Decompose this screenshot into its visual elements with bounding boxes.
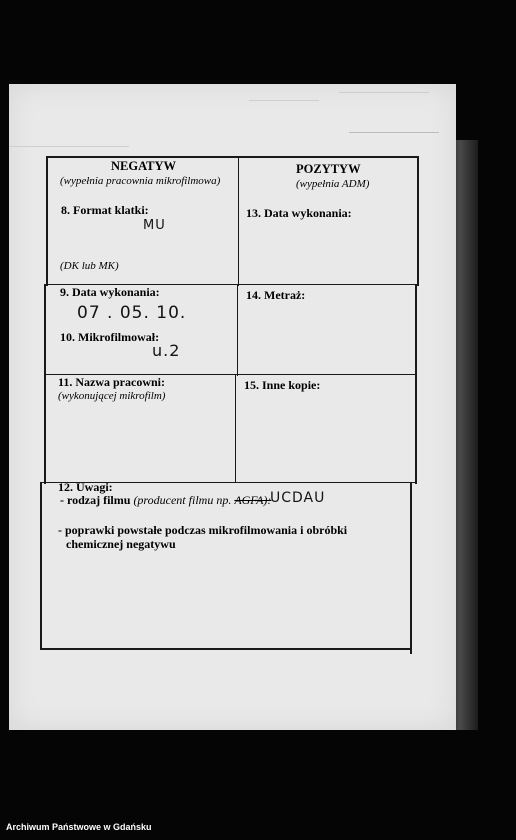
field13-label: 13. Data wykonania:	[246, 206, 352, 220]
border-right-upper	[417, 156, 419, 286]
border-right-middle	[415, 284, 417, 484]
column-separator-middle	[237, 284, 238, 376]
pozytyw-title: POZYTYW	[296, 162, 361, 176]
border-right-lower	[410, 482, 412, 654]
border-left-upper	[46, 156, 48, 286]
field12-item1	[60, 493, 271, 508]
field11-hint: (wykonującej mikrofilm)	[58, 390, 166, 402]
column-separator-upper	[238, 156, 239, 286]
field11-label: 11. Nazwa pracowni:	[58, 375, 165, 389]
border-left-middle	[44, 284, 46, 484]
negatyw-title: NEGATYW	[111, 159, 177, 173]
field15-label: 15. Inne kopie:	[244, 378, 321, 392]
field14-label: 14. Metraż:	[246, 288, 306, 302]
field9-handwritten-value: 07 . 05. 10.	[77, 303, 187, 323]
field12-item1-label: - rodzaj filmu	[60, 493, 131, 507]
field10-label: 10. Mikrofilmował:	[60, 330, 160, 344]
field12-label: 12. Uwagi:	[58, 480, 113, 494]
field12-item1-hint: (producent filmu np.	[133, 493, 232, 507]
negatyw-subtitle: (wypełnia pracownia mikrofilmowa)	[60, 175, 221, 187]
field9-label: 9. Data wykonania:	[60, 285, 160, 299]
field12-handwritten-value: UCDAU	[270, 490, 326, 506]
border-top	[46, 156, 419, 158]
field12-item2-line2: chemicznej negatywu	[66, 537, 176, 551]
field8-handwritten-value: MU	[143, 218, 166, 233]
pozytyw-subtitle: (wypełnia ADM)	[296, 178, 370, 190]
field12-item2-line1: - poprawki powstałe podczas mikrofilmowania i obróbki	[58, 523, 348, 537]
border-bottom	[40, 648, 412, 650]
border-left-lower	[40, 482, 42, 650]
column-separator-lower	[235, 374, 236, 482]
field8-label: 8. Format klatki:	[61, 203, 149, 217]
field12-item1-struck: AGFA):	[234, 493, 272, 507]
field10-handwritten-value: u.2	[152, 341, 181, 360]
field8-hint: (DK lub MK)	[60, 260, 119, 272]
archive-footer: Archiwum Państwowe w Gdańsku	[6, 822, 152, 832]
